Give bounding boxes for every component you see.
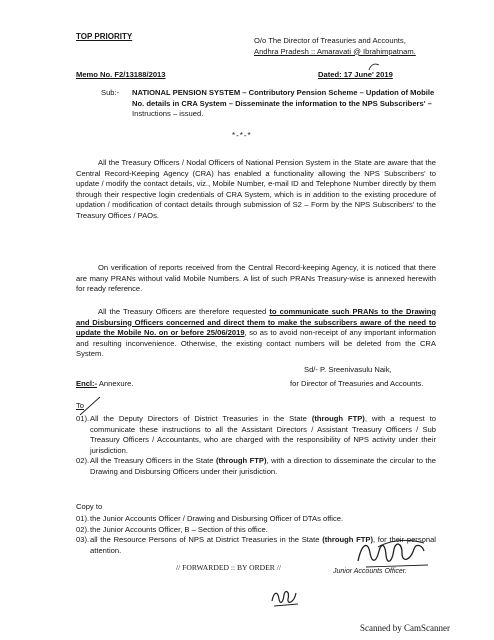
copy-item-text	[90, 525, 436, 536]
to-item	[76, 456, 436, 477]
copy-item-number: 02).	[76, 524, 90, 534]
paragraph-3	[76, 307, 436, 360]
to-item-recipient: All the Treasury Officers in the State	[90, 456, 214, 466]
office-line-2: Andhra Pradesh :: Amaravati @ Ibrahimpatnam.	[254, 46, 416, 56]
to-item-text	[90, 456, 436, 477]
pen-tick-mark	[78, 395, 102, 417]
top-priority-label: TOP PRIORITY	[76, 32, 133, 41]
separator: *-*-*	[232, 131, 252, 140]
to-item-channel: (through FTP)	[215, 456, 267, 466]
to-item-number: 01).	[76, 414, 90, 423]
to-item	[76, 414, 436, 456]
copy-item-number: 03).	[76, 535, 90, 545]
paragraph-3-emphasis: to communicate such PRANs to the Drawing and Disbursing Officers concerned and direct them to make the subscribers aware of the need to update the Mobile No. on or before 25/06/2019	[76, 307, 436, 338]
enclosure	[76, 379, 133, 388]
office-line-1: O/o The Director of Treasuries and Accounts,	[254, 36, 406, 45]
to-item-note: , with a direction to disseminate the circular to the Drawing and Disbursing Officers under their jurisdiction.	[90, 456, 436, 476]
paragraph-3-start: All the Treasury Officers are therefore requested	[98, 307, 267, 316]
to-item-recipient: All the Deputy Directors of District Treasuries in the State	[90, 414, 307, 423]
copy-item-text	[90, 514, 436, 525]
enclosure-label: Encl:-	[76, 379, 98, 388]
subject-instructions: Instructions – issued.	[132, 109, 204, 118]
to-label: To	[76, 401, 85, 410]
paragraph-1: All the Treasury Officers / Nodal Officers of National Pension System in the State are aware that the Central Record-Keeping Agency (CRA) has enabled a functionality allowing the NPS Subscribers' to update / modify the contact details, viz., Mobile Number, e-mail ID and Telephone Number directly by them through their respective login credentials of CRA System, which is in addition to the existing procedure of updation / modification of contact details through submission of S2 – Form by the NPS Subscribers' to the Treasury Offices / PAOs.	[76, 158, 436, 220]
to-item-note: , with a request to communicate these instructions to all the Assistant Directors / Assistant Treasury Officers / Sub Treasury Officers / Accountants, who are charged with the responsibility of NPS activity under their jurisdiction.	[90, 414, 436, 455]
jao-designation: Junior Accounts Officer.	[333, 568, 407, 575]
forwarded-by-order: // FORWARDED :: BY ORDER //	[176, 563, 281, 572]
camscanner-watermark: Scanned by CamScanner	[360, 623, 450, 633]
subject-title: NATIONAL PENSION SYSTEM – Contributory Pension Scheme – Updation of Mobile No. details in CRA System – Disseminate the information to the NPS Subscribers' –	[132, 88, 435, 108]
to-item-text	[90, 414, 436, 456]
enclosure-text: Annexure.	[98, 379, 134, 388]
copy-item-note: , for their personal attention.	[90, 535, 436, 555]
office-address	[254, 36, 416, 57]
paragraph-2: On verification of reports received from the Central Record-keeping Agency, it is noticed that there are many PRANs without valid Mobile Numbers. A list of such PRANs Treasury-wise is annexed herewith for ready reference.	[76, 263, 436, 294]
copy-item	[76, 525, 436, 536]
initials-mark	[268, 585, 302, 609]
jao-signature-mark	[352, 537, 432, 571]
copy-item	[76, 514, 436, 525]
subject-label: Sub:-	[101, 88, 120, 97]
date-correction-mark	[368, 62, 380, 72]
copy-item-channel: (through FTP)	[322, 535, 373, 545]
to-list	[76, 414, 436, 478]
paragraph-3-end: , so as to avoid non-receipt of any important information and resulting inconvenience. Otherwise, the existing contact numbers will be deleted from the CRA System.	[76, 328, 436, 359]
initials-signature	[268, 585, 302, 614]
subject-block	[101, 88, 436, 120]
copy-item-recipient: all the Resource Persons of NPS at District Treasuries in the State	[90, 535, 320, 545]
memo-date: Dated: 17 June' 2019	[318, 70, 393, 79]
subject-text	[101, 88, 436, 120]
signatory-name: Sd/- P. Sreenivasulu Naik,	[304, 365, 392, 374]
signatory-designation: for Director of Treasuries and Accounts.	[290, 379, 424, 388]
copy-item-number: 01).	[76, 514, 90, 523]
copy-item-recipient: the Junior Accounts Officer, B – Section of this office.	[90, 524, 268, 534]
to-item-channel: (through FTP)	[311, 414, 365, 423]
to-item-number: 02).	[76, 456, 90, 466]
copy-item-recipient: the Junior Accounts Officer / Drawing and Disbursing Officer of DTAs office.	[90, 514, 344, 523]
copy-to-label: Copy to	[76, 502, 103, 511]
memo-number: Memo No. F2/13188/2013	[76, 70, 166, 79]
